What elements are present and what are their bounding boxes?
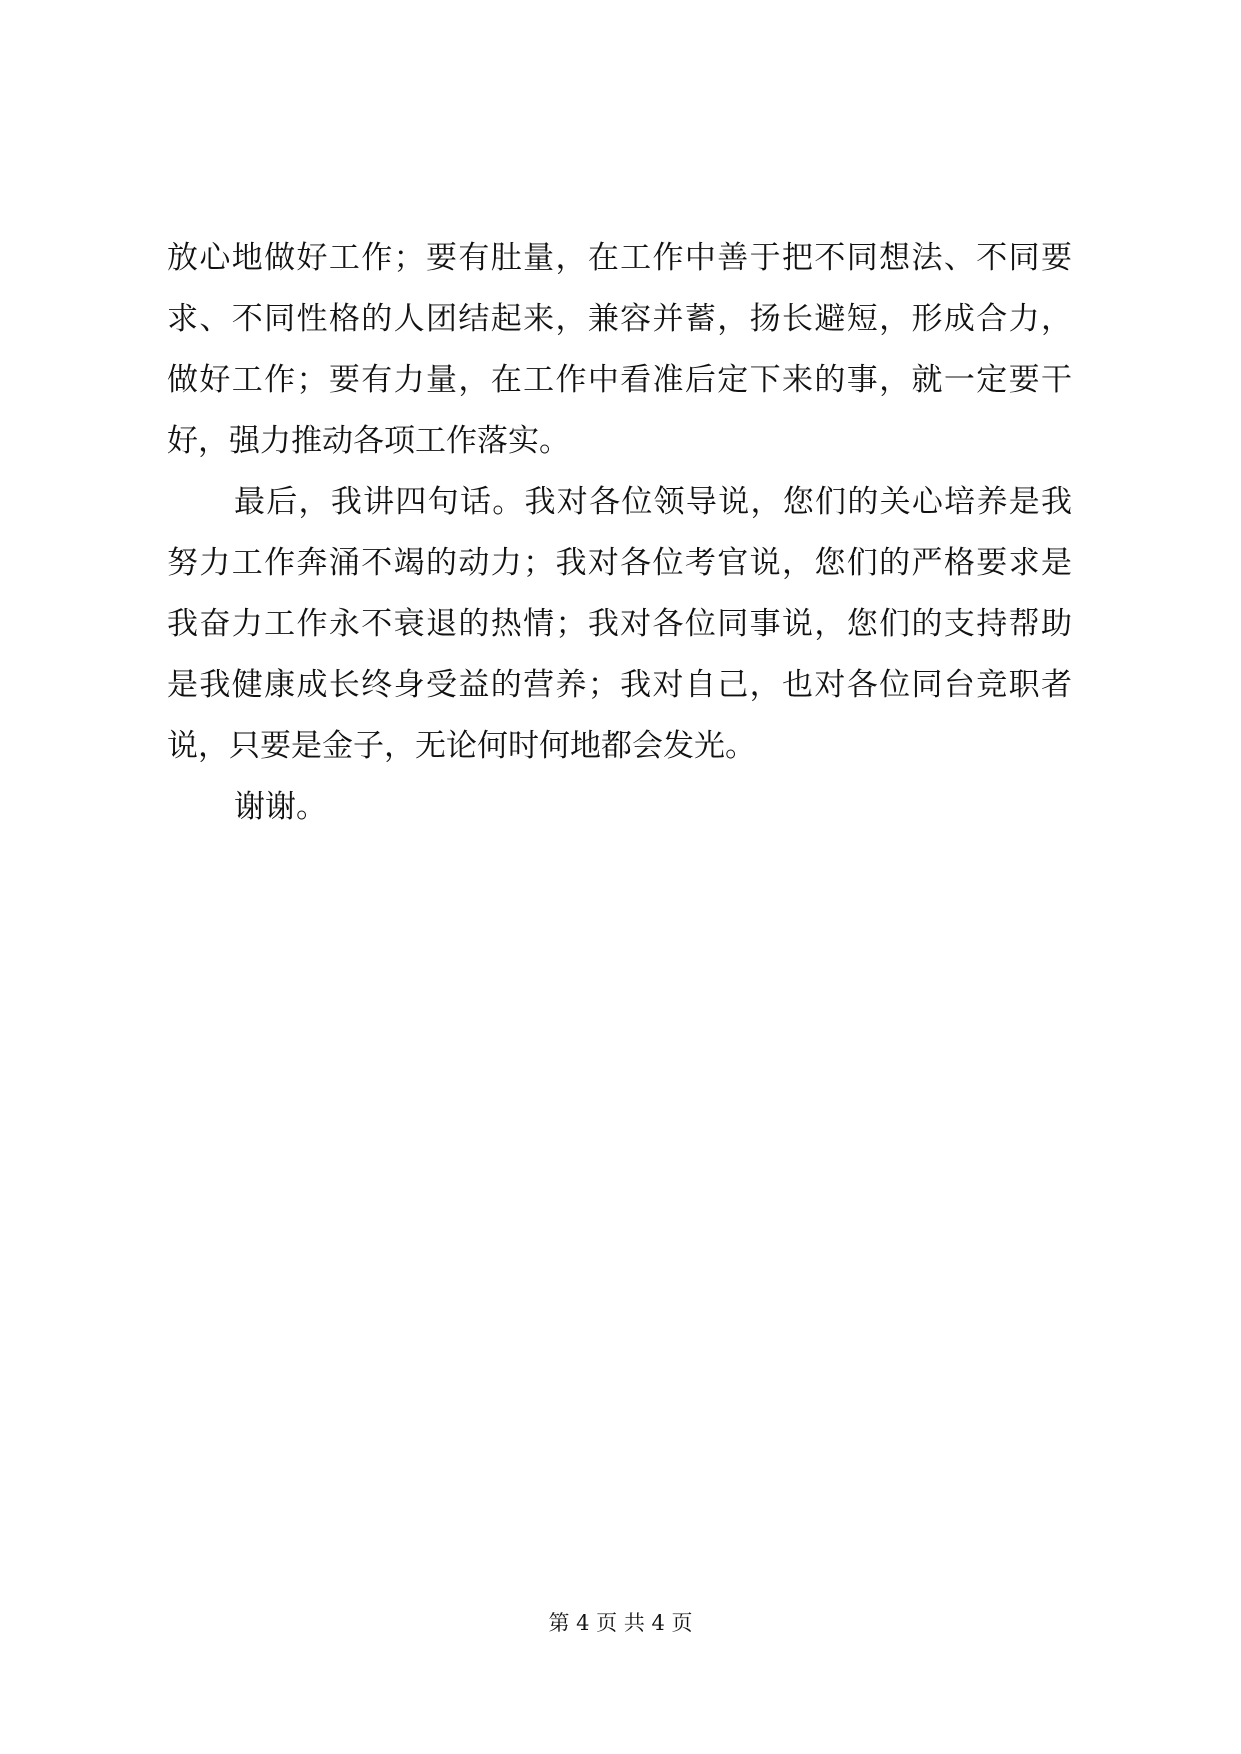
text-line: 好，强力推动各项工作落实。 (167, 423, 570, 459)
text-line: 求、不同性格的人团结起来，兼容并蓄，扬长避短，形成合力， (167, 301, 1072, 337)
text-line: 说，只要是金子，无论何时何地都会发光。 (167, 728, 756, 764)
text-line: 努力工作奔涌不竭的动力；我对各位考官说，您们的严格要求是 (167, 545, 1072, 581)
page-footer: 第 4 页 共 4 页 (548, 1611, 693, 1635)
text-line: 做好工作；要有力量，在工作中看准后定下来的事，就一定要干 (167, 362, 1072, 398)
text-line: 谢谢。 (234, 789, 327, 825)
text-line: 是我健康成长终身受益的营养；我对自己，也对各位同台竞职者 (167, 667, 1072, 703)
text-line: 放心地做好工作；要有肚量，在工作中善于把不同想法、不同要 (167, 240, 1072, 276)
text-line: 我奋力工作永不衰退的热情；我对各位同事说，您们的支持帮助 (167, 606, 1072, 642)
text-line: 最后，我讲四句话。我对各位领导说，您们的关心培养是我 (234, 484, 1072, 520)
document-body (167, 228, 1072, 838)
